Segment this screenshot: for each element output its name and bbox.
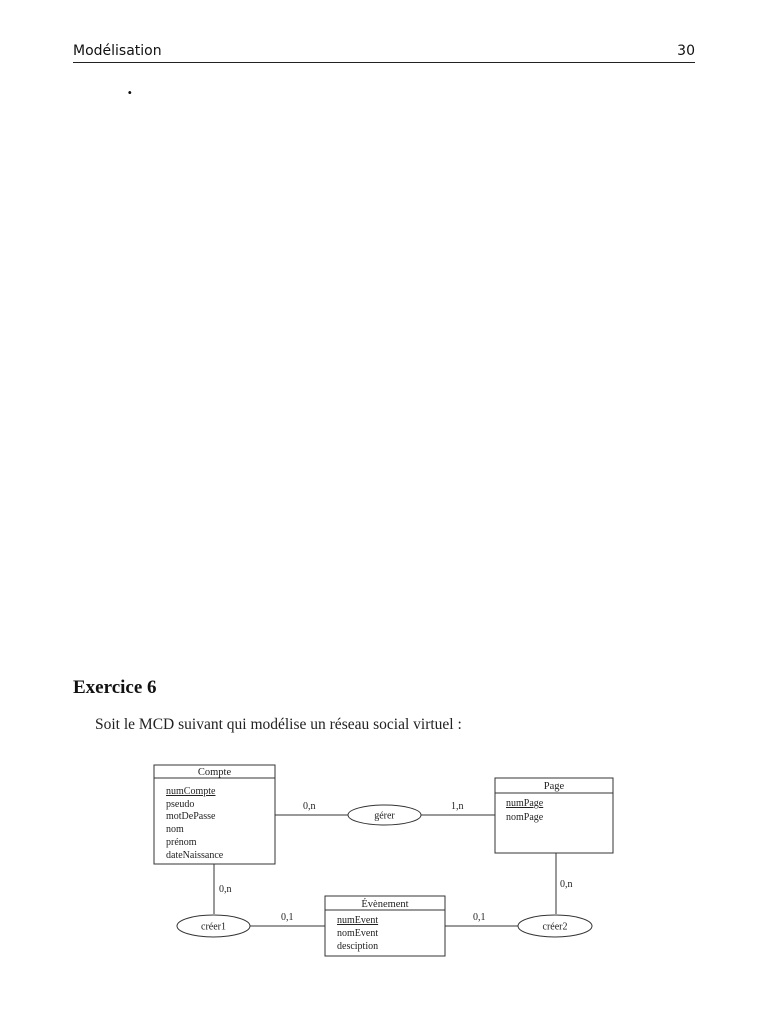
cardinality-evenement-creer1: 0,1 (281, 912, 294, 923)
entity-compte-attr: dateNaissance (166, 850, 224, 861)
entity-compte-name: Compte (197, 767, 232, 778)
cardinality-compte-gerer: 0,n (303, 801, 316, 812)
association-gerer (348, 805, 421, 825)
running-title: Modélisation (73, 43, 162, 59)
entity-evenement (325, 896, 445, 956)
entity-compte-key: numCompte (166, 786, 216, 797)
entity-evenement-attr: nomEvent (337, 928, 379, 939)
entity-compte-attr: prénom (166, 837, 197, 848)
page-number: 30 (677, 43, 695, 59)
entity-page-attr: nomPage (506, 812, 544, 823)
entity-compte (154, 765, 275, 864)
association-creer2 (518, 915, 592, 937)
cardinality-evenement-creer2: 0,1 (473, 912, 486, 923)
association-creer1-label: créer1 (201, 921, 226, 933)
stray-mark: . (127, 79, 133, 98)
cardinality-page-creer2: 0,n (560, 879, 573, 890)
association-creer1 (177, 915, 250, 937)
exercise-title: Exercice 6 (73, 677, 157, 698)
entity-compte-attr: nom (166, 824, 184, 835)
entity-page-key: numPage (506, 798, 544, 809)
entity-page-name: Page (543, 781, 565, 792)
entity-evenement-key: numEvent (337, 915, 379, 926)
cardinality-compte-creer1: 0,n (219, 884, 232, 895)
association-gerer-label: gérer (374, 810, 395, 822)
entity-compte-attr: motDePasse (166, 811, 216, 822)
entity-evenement-attr: desciption (337, 941, 379, 952)
exercise-intro: Soit le MCD suivant qui modélise un réseau social virtuel : (95, 716, 462, 733)
association-creer2-label: créer2 (542, 921, 568, 933)
entity-page (495, 778, 613, 853)
entity-compte-attr: pseudo (166, 799, 195, 810)
entity-evenement-name: Évènement (361, 899, 409, 910)
cardinality-page-gerer: 1,n (451, 801, 464, 812)
